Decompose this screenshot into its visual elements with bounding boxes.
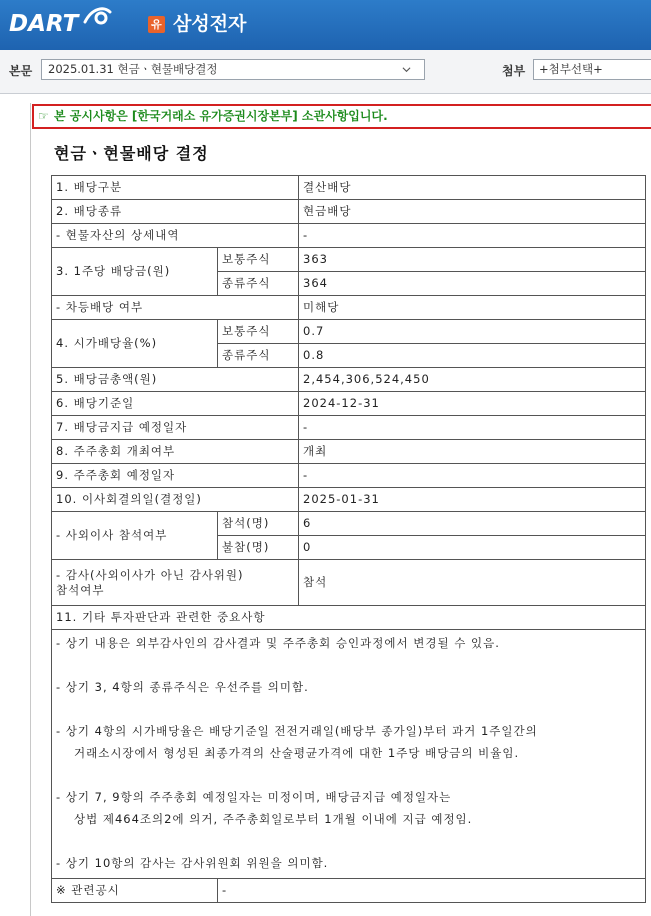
body-label: 본문 xyxy=(9,64,33,78)
table-row xyxy=(52,512,646,536)
pointing-hand-icon: ☞ xyxy=(38,109,49,123)
row-value: 0 xyxy=(299,536,646,560)
row-label: 9. 주주총회 예정일자 xyxy=(52,464,299,488)
table-row xyxy=(52,248,646,272)
row-sublabel: 종류주식 xyxy=(218,272,299,296)
table-row xyxy=(52,224,646,248)
row-label xyxy=(52,560,299,606)
table-row xyxy=(52,176,646,200)
table-row xyxy=(52,606,646,630)
row-label: 6. 배당기준일 xyxy=(52,392,299,416)
row-label: 3. 1주당 배당금(원) xyxy=(52,248,218,296)
row-label: - 차등배당 여부 xyxy=(52,296,299,320)
notice-text: 본 공시사항은 [한국거래소 유가증권시장본부] 소관사항입니다. xyxy=(54,109,388,123)
company-type-badge: 유 xyxy=(148,16,165,33)
document-toolbar xyxy=(0,50,651,94)
table-row xyxy=(52,296,646,320)
row-label-line: 참석여부 xyxy=(56,582,105,597)
row-label-line: - 감사(사외이사가 아닌 감사위원) xyxy=(56,567,244,582)
other-matters-notes xyxy=(52,630,646,879)
document-select-value: 2025.01.31 현금ㆍ현물배당결정 xyxy=(48,62,218,76)
row-label: 4. 시가배당율(%) xyxy=(52,320,218,368)
row-value: 2024-12-31 xyxy=(299,392,646,416)
row-value: 현금배당 xyxy=(299,200,646,224)
table-row xyxy=(52,392,646,416)
row-value: 364 xyxy=(299,272,646,296)
note-spacer xyxy=(56,654,641,676)
table-row xyxy=(52,560,646,606)
row-value: - xyxy=(218,879,646,903)
note-line: 상법 제464조의2에 의거, 주주총회일로부터 1개월 이내에 지급 예정임. xyxy=(74,812,473,826)
table-row xyxy=(52,200,646,224)
row-label: 1. 배당구분 xyxy=(52,176,299,200)
table-row xyxy=(52,368,646,392)
attach-label: 첨부 xyxy=(502,64,526,78)
jurisdiction-notice xyxy=(32,104,651,129)
row-sublabel: 보통주식 xyxy=(218,320,299,344)
table-row xyxy=(52,488,646,512)
note-line: 거래소시장에서 형성된 최종가격의 산술평균가격에 대한 1주당 배당금의 비율임. xyxy=(74,746,520,760)
table-row xyxy=(52,440,646,464)
note-line: - 상기 10항의 감사는 감사위원회 위원을 의미함. xyxy=(56,856,329,870)
note-spacer xyxy=(56,830,641,852)
attachment-select[interactable] xyxy=(533,59,651,80)
row-label: ※ 관련공시 xyxy=(52,879,218,903)
row-label: 2. 배당종류 xyxy=(52,200,299,224)
row-value: 0.7 xyxy=(299,320,646,344)
note-line: - 상기 7, 9항의 주주총회 예정일자는 미정이며, 배당금지급 예정일자는 xyxy=(56,790,452,804)
row-value: 개최 xyxy=(299,440,646,464)
row-label: 8. 주주총회 개최여부 xyxy=(52,440,299,464)
document-select[interactable] xyxy=(41,59,425,80)
attachment-select-value: +첨부선택+ xyxy=(539,62,603,76)
row-value: 미해당 xyxy=(299,296,646,320)
logo-swoosh-icon xyxy=(82,6,112,28)
row-value: 363 xyxy=(299,248,646,272)
table-row xyxy=(52,320,646,344)
row-sublabel: 보통주식 xyxy=(218,248,299,272)
table-row xyxy=(52,416,646,440)
note-line: - 상기 4항의 시가배당율은 배당기준일 전전거래일(배당부 종가일)부터 과거 1주일간의 xyxy=(56,724,538,738)
note-spacer xyxy=(56,764,641,786)
row-label: - 사외이사 참석여부 xyxy=(52,512,218,560)
row-value: 6 xyxy=(299,512,646,536)
row-sublabel: 종류주식 xyxy=(218,344,299,368)
dart-logo[interactable]: DART xyxy=(9,11,79,37)
row-label: 11. 기타 투자판단과 관련한 중요사항 xyxy=(52,606,646,630)
row-value: 결산배당 xyxy=(299,176,646,200)
table-row xyxy=(52,464,646,488)
note-line: - 상기 3, 4항의 종류주식은 우선주를 의미함. xyxy=(56,680,309,694)
row-value: 참석 xyxy=(299,560,646,606)
row-sublabel: 불참(명) xyxy=(218,536,299,560)
row-sublabel: 참석(명) xyxy=(218,512,299,536)
row-label: 7. 배당금지급 예정일자 xyxy=(52,416,299,440)
row-label: 5. 배당금총액(원) xyxy=(52,368,299,392)
app-header xyxy=(0,0,651,50)
company-name[interactable]: 삼성전자 xyxy=(173,13,247,35)
disclosure-table xyxy=(51,175,646,903)
row-value: 0.8 xyxy=(299,344,646,368)
row-value: - xyxy=(299,416,646,440)
note-spacer xyxy=(56,698,641,720)
table-row xyxy=(52,879,646,903)
row-value: 2025-01-31 xyxy=(299,488,646,512)
note-line: - 상기 내용은 외부감사인의 감사결과 및 주주총회 승인과정에서 변경될 수 있음. xyxy=(56,636,500,650)
row-value: - xyxy=(299,224,646,248)
row-label: - 현물자산의 상세내역 xyxy=(52,224,299,248)
table-row xyxy=(52,630,646,879)
row-value: - xyxy=(299,464,646,488)
viewer-left-border xyxy=(30,103,31,916)
document-title: 현금ㆍ현물배당 결정 xyxy=(54,144,209,163)
row-value: 2,454,306,524,450 xyxy=(299,368,646,392)
row-label: 10. 이사회결의일(결정일) xyxy=(52,488,299,512)
chevron-down-icon xyxy=(402,65,411,74)
